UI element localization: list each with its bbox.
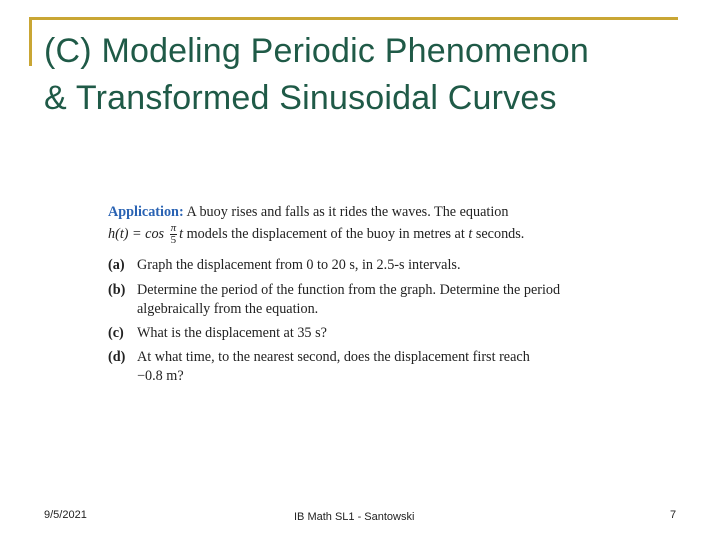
part-b-text-line-2: algebraically from the equation. (137, 301, 319, 317)
part-d-label: (d) (108, 349, 126, 365)
slide-accent-left (29, 17, 32, 66)
part-c-text: What is the displacement at 35 s? (137, 325, 327, 341)
slide-title-line-2: & Transformed Sinusoidal Curves (44, 79, 557, 117)
equation-end: seconds. (472, 225, 525, 242)
intro-text: A buoy rises and falls as it rides the waves. The equation (183, 204, 509, 220)
footer-date: 9/5/2021 (44, 509, 87, 521)
equation-rest: models the displacement of the buoy in metres at (183, 225, 469, 242)
equation-variable: t (179, 225, 184, 242)
equation-fraction (170, 223, 178, 246)
part-d-text-line-2: −0.8 m? (137, 368, 184, 384)
slide-title (44, 28, 589, 122)
footer-page-number: 7 (670, 509, 677, 521)
part-c-label: (c) (108, 325, 124, 341)
application-label: Application: (108, 204, 184, 220)
problem-intro-line (108, 204, 509, 221)
equation-lhs: h(t) = cos (108, 225, 168, 242)
part-a-label: (a) (108, 257, 125, 273)
part-b-text-line-1: Determine the period of the function from the graph. Determine the period (137, 282, 561, 298)
equation-variable-2: t (468, 225, 473, 242)
part-b-label: (b) (108, 282, 126, 298)
fraction-denominator: 5 (170, 234, 177, 246)
footer-course: IB Math SL1 - Santowski (294, 511, 415, 523)
slide-title-line-1: (C) Modeling Periodic Phenomenon (44, 32, 590, 70)
equation-line (108, 223, 524, 246)
part-a-text: Graph the displacement from 0 to 20 s, in 2.5-s intervals. (137, 257, 461, 273)
fraction-numerator: π (170, 222, 177, 234)
part-d-text-line-1: At what time, to the nearest second, does the displacement first reach (137, 349, 530, 365)
slide-accent-top (32, 17, 678, 20)
